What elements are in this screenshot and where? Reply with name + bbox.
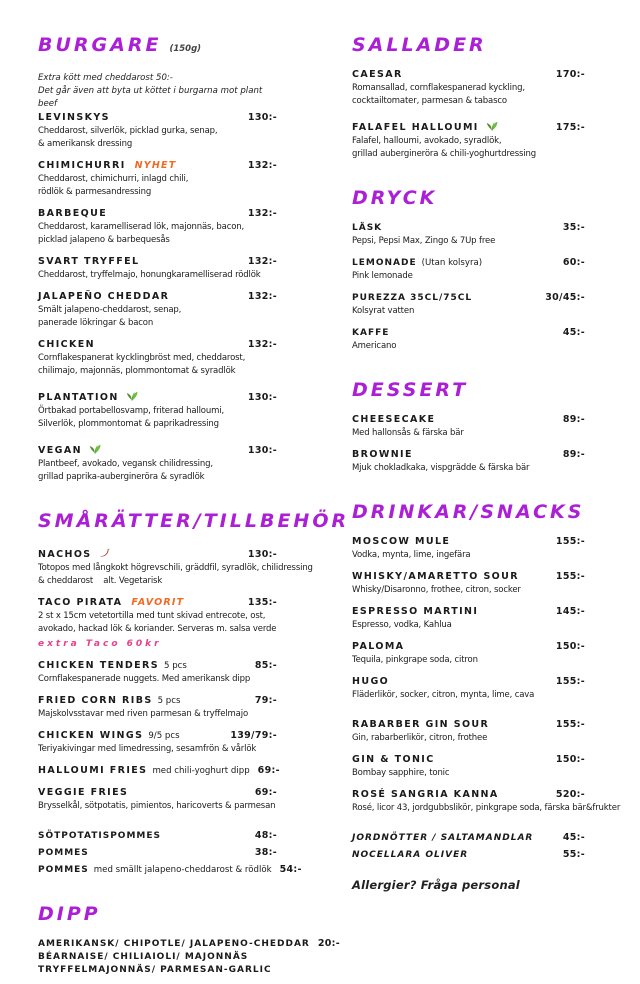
item-desc: Cheddarost, silverlök, picklad gurka, senap, [38,126,218,136]
menu-note: Extra kött med cheddarost 50:- [38,73,173,83]
item-name-line: TRYFFELMAJONNÄS/ PARMESAN-GARLIC [38,964,272,975]
item-head [38,764,280,778]
item-price: 20:- [317,938,341,949]
item-desc: Cornflakespanerat kycklingbröst med, cheddarost, [38,353,246,363]
section-title-text: SMÅRÄTTER/TILLBEHÖR [38,510,350,532]
menu-item [352,848,585,862]
menu-item [352,535,585,562]
item-name: CHICKEN TENDERS [38,660,159,671]
menu-item [352,788,621,815]
item-price: 45:- [562,327,585,338]
menu-column-right [352,34,621,892]
item-price: 150:- [555,641,585,652]
item-price: 132:- [247,160,277,171]
item-desc: Teriyakivingar med limedressing, sesamfrön & vårlök [38,744,257,754]
section-title-dipp [38,903,277,925]
menu-item [38,659,277,686]
menu-item [38,544,313,588]
menu-item [38,829,277,843]
menu-item [352,605,585,632]
menu-item [352,68,585,108]
item-head [352,256,585,270]
item-name: POMMES [38,848,89,858]
item-desc: & cheddarost alt. Vegetarisk [38,576,163,586]
item-price: 145:- [555,606,585,617]
item-head [38,111,277,125]
item-price: 89:- [562,449,585,460]
item-price: 30/45:- [545,292,585,303]
item-name: MOSCOW MULE [352,536,451,547]
item-head [352,831,585,845]
section-title-dessert [352,379,585,401]
item-desc: panerade lökringar & bacon [38,318,154,328]
item-name: BARBEQUE [38,208,108,219]
menu-item [38,386,277,431]
item-price: 139/79:- [230,730,277,741]
item-note: 5 pcs [157,696,181,706]
item-head [352,718,585,732]
item-price: 48:- [254,830,277,841]
item-desc: grillad aubergineröra & chili-yoghurtdressing [352,149,536,159]
item-desc: Cheddarost, chimichurri, inlagd chili, [38,174,189,184]
leaf-icon [125,388,139,402]
item-desc: Fläderlikör, socker, citron, mynta, lime, cava [352,690,535,700]
item-price: 132:- [247,291,277,302]
item-price: 54:- [279,864,302,875]
item-desc: rödlök & parmesandressing [38,187,152,197]
item-note: (Utan kolsyra) [421,258,483,268]
item-desc: chilimajo, majonnäs, plommontomat & syradlök [38,366,236,376]
menu-item [352,753,585,780]
menu-item [352,448,585,475]
item-head [38,596,277,610]
menu-item [352,831,585,845]
menu-item [352,291,585,318]
item-name: ESPRESSO MARTINI [352,606,479,617]
item-name: WHISKY/AMARETTO SOUR [352,571,519,582]
menu-item [38,729,277,756]
item-price: 155:- [555,571,585,582]
menu-item [352,718,585,745]
item-price: 135:- [247,597,277,608]
item-head [38,290,277,304]
item-price: 130:- [247,445,277,456]
item-name: JORDNÖTTER / SALTAMANDLAR [352,833,534,843]
section-title-drinkar-snacks [352,501,585,523]
section-title-text: DRYCK [352,187,438,209]
item-price: 132:- [247,256,277,267]
item-desc: Pink lemonade [352,271,413,281]
item-name: NOCELLARA OLIVER [352,850,469,860]
section-title-sm-r-tter-tillbeh-r [38,510,350,532]
item-price: 155:- [555,676,585,687]
item-name: RABARBER GIN SOUR [352,719,490,730]
item-price: 132:- [247,339,277,350]
item-head [352,848,585,862]
item-desc: Plantbeef, avokado, vegansk chilidressing, [38,459,213,469]
item-name: JALAPEÑO CHEDDAR [38,291,170,302]
item-price: 45:- [562,832,585,843]
item-name: PUREZZA 35CL/75CL [352,293,473,303]
item-price: 155:- [555,719,585,730]
section-sallader [352,34,585,161]
item-badge: FAVORIT [131,597,185,608]
menu-item [352,675,585,702]
item-price: 132:- [247,208,277,219]
item-head [352,291,585,305]
menu-item [38,207,277,247]
item-head [38,207,277,221]
item-name: POMMES [38,865,89,875]
item-desc: Silverlök, plommontomat & paprikadressing [38,419,219,429]
section-title-text: BURGARE [38,34,162,56]
item-desc: Gin, rabarberlikör, citron, frothee [352,733,488,743]
item-name: CHICKEN [38,339,96,350]
item-name: SVART TRYFFEL [38,256,140,267]
item-desc: Falafel, halloumi, avokado, syradlök, [352,136,502,146]
item-head [352,640,585,654]
menu-column-left [38,34,350,984]
item-name: LÄSK [352,223,383,233]
item-desc: avokado, hackad lök & koriander. Serveras m. salsa verde [38,624,277,634]
menu-item [38,255,277,282]
item-price: 69:- [257,765,280,776]
item-price: 60:- [562,257,585,268]
section-burgare [38,34,277,484]
item-name: LEVINSKYS [38,112,110,123]
menu-item [38,937,341,976]
item-head [38,863,302,877]
item-name: BROWNIE [352,449,413,460]
item-desc: Vodka, mynta, lime, ingefära [352,550,471,560]
menu-item [38,439,277,484]
item-desc: Americano [352,341,397,351]
item-desc: Bombay sapphire, tonic [352,768,450,778]
item-desc: 2 st x 15cm vetetortilla med tunt skivad entrecote, ost, [38,611,266,621]
item-head [352,535,585,549]
item-desc: Espresso, vodka, Kahlua [352,620,452,630]
item-head [38,386,277,405]
item-head [38,439,277,458]
section-dryck [352,187,585,353]
menu-item [352,116,585,161]
item-head [38,937,341,951]
menu-item [352,326,585,353]
item-name: HALLOUMI FRIES [38,765,148,776]
item-name: SÖTPOTATISPOMMES [38,831,161,841]
item-name: KAFFE [352,328,390,338]
item-head [352,448,585,462]
item-note: 5 pcs [164,661,187,671]
item-name: CHEESECAKE [352,414,436,425]
item-head [352,605,585,619]
item-head [352,116,585,135]
item-price: 130:- [247,392,277,403]
section-title-sallader [352,34,585,56]
item-name: CHICKEN WINGS [38,730,144,741]
item-price: 170:- [555,69,585,80]
leaf-icon [485,118,499,132]
item-head [38,338,277,352]
item-head [38,846,277,860]
menu-item [38,846,277,860]
item-name: AMERIKANSK/ CHIPOTLE/ JALAPENO-CHEDDAR [38,939,310,949]
menu-item [38,290,277,330]
item-price: 130:- [247,549,277,560]
item-price: 55:- [562,849,585,860]
item-head [38,786,277,800]
item-price: 155:- [555,536,585,547]
leaf-icon [88,441,102,455]
item-name: FRIED CORN RIBS [38,695,153,706]
menu-item [38,111,277,151]
item-note: med chili-yoghurt dipp [152,766,250,776]
item-name: PLANTATION [38,392,119,403]
section-dessert [352,379,585,475]
item-head [352,326,585,340]
section-title-burgare [38,34,277,60]
item-name: TACO PIRATA [38,597,123,608]
menu-item [352,221,585,248]
section-title-text: SALLADER [352,34,487,56]
item-head [38,659,277,673]
section-dipp [38,903,341,976]
menu-item [38,863,302,877]
menu-item [38,159,277,199]
section-title-text: DESSERT [352,379,469,401]
item-desc: Pepsi, Pepsi Max, Zingo & 7Up free [352,236,496,246]
item-head [352,221,585,235]
section-title-dryck [352,187,585,209]
item-head [352,788,585,802]
section-title-text: DRINKAR/SNACKS [352,501,585,523]
allergy-note: Allergier? Fråga personal [352,878,520,892]
item-name: GIN & TONIC [352,754,435,765]
item-head [352,753,585,767]
item-desc: Med hallonsås & färska bär [352,428,464,438]
item-head [352,570,585,584]
item-head [352,675,585,689]
item-name: CAESAR [352,69,403,80]
item-badge: NYHET [134,160,177,171]
menu-item [38,764,280,778]
menu-item [352,413,585,440]
item-desc: & amerikansk dressing [38,139,133,149]
item-name: VEGAN [38,445,82,456]
item-name: CHIMICHURRI [38,160,126,171]
item-price: 89:- [562,414,585,425]
item-desc: Kolsyrat vatten [352,306,415,316]
section-title-suffix: (150g) [169,44,202,54]
item-desc: Romansallad, cornflakespanerad kyckling, [352,83,525,93]
menu-item [352,256,585,283]
item-desc: Totopos med långkokt högrevschili, gräddfil, syradlök, chilidressing [38,563,313,573]
item-desc: Smält jalapeno-cheddarost, senap, [38,305,182,315]
item-desc: grillad paprika-aubergineröra & syradlök [38,472,205,482]
menu-item [38,596,277,651]
item-desc: Cheddarost, tryffelmajo, honungkaramelliserad rödlök [38,270,261,280]
item-head [38,729,277,743]
section-title-text: DIPP [38,903,101,925]
menu-item [38,338,277,378]
chili-icon [98,546,111,559]
item-head [38,255,277,269]
item-extra: extra Taco 60kr [38,639,162,649]
item-price: 38:- [254,847,277,858]
item-price: 69:- [254,787,277,798]
item-head [38,829,277,843]
item-head [352,68,585,82]
item-desc: picklad jalapeno & barbequesås [38,235,170,245]
item-price: 130:- [247,112,277,123]
item-desc: Whisky/Disaronno, frothee, citron, socker [352,585,521,595]
menu-note: Det går även att byta ut köttet i burgarna mot plant beef [38,86,263,109]
item-desc: Cheddarost, karamelliserad lök, majonnäs, bacon, [38,222,245,232]
item-head [352,413,585,427]
item-name: PALOMA [352,641,405,652]
item-note: 9/5 pcs [148,731,180,741]
item-desc: Majskolvsstavar med riven parmesan & tryffelmajo [38,709,248,719]
item-price: 35:- [562,222,585,233]
item-price: 79:- [254,695,277,706]
item-desc: Cornflakespanerade nuggets. Med amerikansk dipp [38,674,251,684]
item-desc: Rosé, licor 43, jordgubbslikör, pinkgrape soda, färska bär&frukter [352,803,621,813]
item-desc: Brysselkål, sötpotatis, pimientos, haricoverts & parmesan [38,801,276,811]
menu-item [352,640,585,667]
item-head [38,159,277,173]
item-name: VEGGIE FRIES [38,787,129,798]
item-price: 175:- [555,122,585,133]
menu-item [38,786,277,813]
section-drinkar-snacks [352,501,621,892]
item-price: 150:- [555,754,585,765]
item-name: FALAFEL HALLOUMI [352,122,479,133]
menu-item [38,694,277,721]
item-note: med smällt jalapeno-cheddarost & rödlök [93,865,272,875]
item-price: 520:- [555,789,585,800]
item-name: HUGO [352,676,390,687]
item-desc: Örtbakad portabellosvamp, friterad halloumi, [38,406,224,416]
menu-item [352,570,585,597]
item-head [38,544,277,562]
item-name-line: BÉARNAISE/ CHILIAIOLI/ MAJONNÄS [38,952,249,962]
item-name: LEMONADE [352,258,417,268]
item-desc: Mjuk chokladkaka, vispgrädde & färska bär [352,463,530,473]
item-name: ROSÉ SANGRIA KANNA [352,789,499,800]
section-sm-r-tter-tillbeh-r [38,510,350,877]
item-name: NACHOS [38,549,92,560]
item-price: 85:- [254,660,277,671]
item-desc: Tequila, pinkgrape soda, citron [352,655,478,665]
item-head [38,694,277,708]
item-desc: cocktailtomater, parmesan & tabasco [352,96,507,106]
